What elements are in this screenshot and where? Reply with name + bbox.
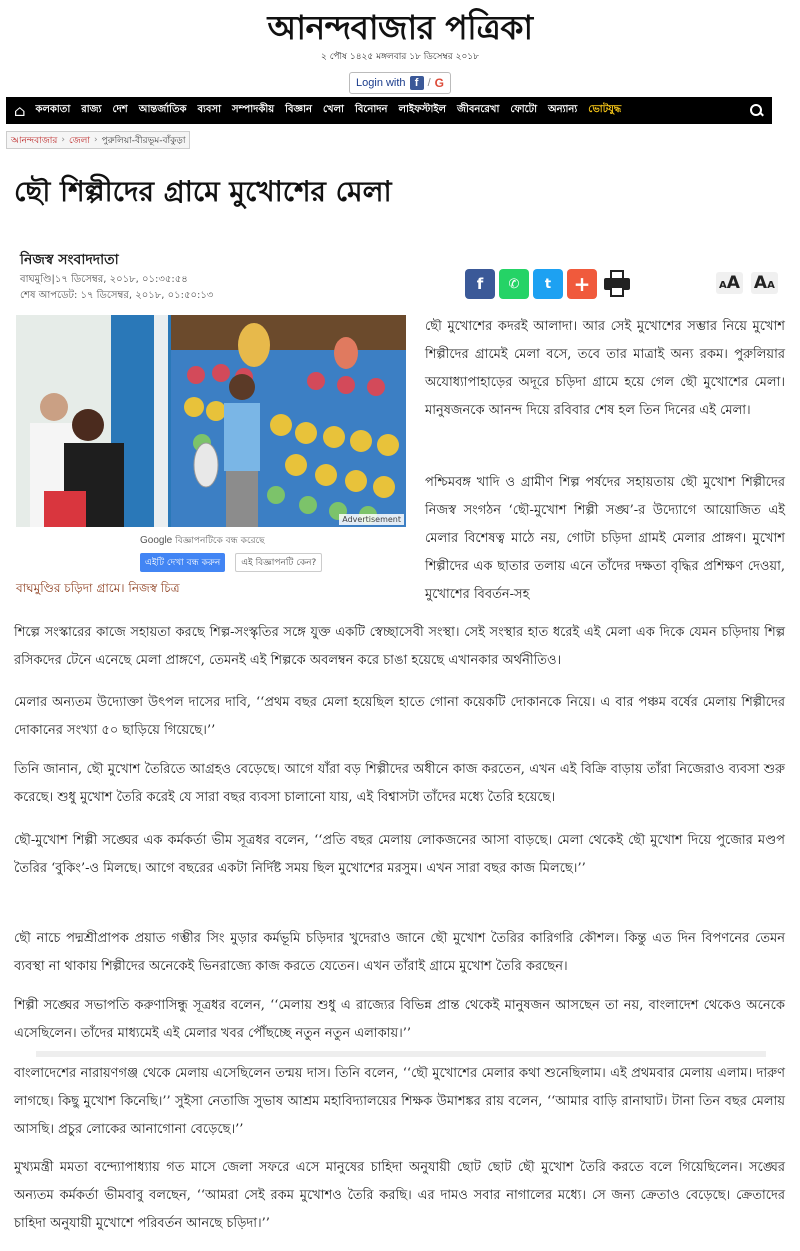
article-location-date: বাঘমুণ্ডি|১৭ ডিসেম্বর, ২০১৮, ০১:৩৫:৫৪ <box>20 274 188 285</box>
google-icon: G <box>434 76 444 90</box>
mask-stall-photo <box>16 315 406 527</box>
article-paragraph: পশ্চিমবঙ্গ খাদি ও গ্রামীণ শিল্প পর্ষদের সহায়তায় ছৌ মুখোশ শিল্পীদের নিজস্ব সংগঠন ‘ছৌ-মুখোশ শিল্পী সঙ্ঘ’-র উদ্যোগে আয়োজিত এই মেলার বিশেষত্ব মাঠে নয়, গোটা চড়িদা গ্রামই মেলার প্রাঙ্গণ। মুখোশ শিল্পীদের এক ছাতার তলায় এনে তাঁদের দক্ষতা বৃদ্ধির প্রশিক্ষণ দেওয়া, মুখোশের বিবর্তন-সহ <box>425 475 785 602</box>
article-paragraph: ছৌ মুখোশের কদরই আলাদা। আর সেই মুখোশের সম্ভার নিয়ে মুখোশ শিল্পীদের গ্রামেই মেলা বসে, তবে তার মাত্রাই অন্য রকম। পুরুলিয়ার অযোধ্যাপাহাড়ের অদূরে চড়িদা গ্রামে হয়ে গেল ছৌ মুখোশের মেলা। মানুষজনকে আনন্দ দিয়ে রবিবার শেষ হল তিন দিনের এই মেলা। <box>425 319 785 418</box>
twitter-share-icon[interactable]: t <box>533 269 563 299</box>
login-separator: / <box>427 77 431 89</box>
ad-feedback <box>140 533 400 572</box>
why-this-ad-button[interactable]: এই বিজ্ঞাপনটি কেন? <box>235 553 322 572</box>
site-logo[interactable]: আনন্দবাজার পত্রিকা <box>267 8 533 47</box>
search-icon[interactable] <box>750 104 764 118</box>
article-author: নিজস্ব সংবাদদাতা <box>20 252 119 268</box>
nav-item-international[interactable]: আন্তর্জাতিক <box>138 104 187 115</box>
google-label: Google <box>140 535 173 546</box>
ad-closed-note: বিজ্ঞাপনটিকে বন্ধ করেছে <box>175 536 265 546</box>
font-increase-button[interactable]: AA <box>751 272 778 294</box>
nav-item-state[interactable]: রাজ্য <box>81 104 102 115</box>
masthead <box>0 8 800 94</box>
login-button[interactable] <box>349 72 451 94</box>
article-paragraph: বাংলাদেশের নারায়ণগঞ্জ থেকে মেলায় এসেছিলেন তন্ময় দাস। তিনি বলেন, ‘‘ছৌ মুখোশের মেলার কথা শুনেছিলাম। এই প্রথমবার মেলায় এলাম। দারুণ লাগছে। কিছু মুখোশ কিনেছি।’’ সুইসা নেতাজি সুভাষ আশ্রম মহাবিদ্যালয়ের শিক্ষক উমাশঙ্কর রায় বলেন, ‘‘আমার বাড়ি রানাঘাট। টানা তিন বছর মেলায় আসছি। প্রচুর লোকের আনাগোনা বেড়েছে।’’ <box>14 1066 785 1137</box>
nav-item-election[interactable]: ভোটযুদ্ধ <box>588 104 622 115</box>
breadcrumb-region[interactable]: পুরুলিয়া-বীরভূম-বাঁকুড়া <box>101 135 186 146</box>
article-headline: ছৌ শিল্পীদের গ্রামে মুখোশের মেলা <box>14 175 392 208</box>
nav-item-sports[interactable]: খেলা <box>322 104 344 115</box>
nav-item-country[interactable]: দেশ <box>112 104 128 115</box>
font-decrease-button[interactable]: AA <box>716 272 743 294</box>
advertisement-label[interactable]: Advertisement <box>339 514 404 525</box>
article-paragraph: শিল্পী সঙ্ঘের সভাপতি করুণাসিন্ধু সূত্রধর বলেন, ‘‘মেলায় শুধু এ রাজ্যের বিভিন্ন প্রান্ত থেকেই মানুষজন আসছেন তা নয়, বাংলাদেশ থেকেও অনেকে এসেছিলেন। তাঁদের মাধ্যমেই এই মেলার খবর পৌঁছচ্ছে নতুন নতুন এলাকায়।’’ <box>14 998 785 1041</box>
nav-item-business[interactable]: ব্যবসা <box>197 104 222 115</box>
article-paragraph: ছৌ-মুখোশ শিল্পী সঙ্ঘের এক কর্মকর্তা ভীম সূত্রধর বলেন, ‘‘প্রতি বছর মেলায় লোকজনের আসা বাড়ছে। মেলা থেকেই ছৌ মুখোশ দিয়ে পুজোর মণ্ডপ তৈরির ‘বুকিং’-ও মিলছে। আগে বছরের একটা নির্দিষ্ট সময় ছিল মুখোশের মরসুম। এখন সারা বছর কাজ মিলছে।’’ <box>14 833 785 876</box>
article-paragraph: ছৌ নাচে পদ্মশ্রীপ্রাপক প্রয়াত গম্ভীর সিং মুড়ার কর্মভূমি চড়িদার খুদেরাও জানে ছৌ মুখোশ তৈরির কারিগরি কৌশল। কিন্তু এত দিন বিপণনের তেমন ব্যবস্থা না থাকায় শিল্পীদের অনেকেই ভিনরাজ্যে কাজ করতে যেতেন। এখন তাঁরাই গ্রামে মুখোশ তৈরি করছেন। <box>14 931 785 974</box>
article-paragraph: মেলার অন্যতম উদ্যোক্তা উৎপল দাসের দাবি, ‘‘প্রথম বছর মেলা হয়েছিল হাতে গোনা কয়েকটি দোকানকে নিয়ে। এ বার পঞ্চম বর্ষের মেলায় শিল্পীদের দোকানের সংখ্যা ৫০ ছাড়িয়ে গিয়েছে।’’ <box>14 695 785 738</box>
article-paragraph: মুখ্যমন্ত্রী মমতা বন্দ্যোপাধ্যায় গত মাসে জেলা সফরে এসে মানুষের চাহিদা অনুযায়ী ছোট ছোট ছৌ মুখোশ তৈরি করতে বলে গিয়েছিলেন। সঙ্ঘের অন্যতম কর্মকর্তা ভীমবাবু বলছেন, ‘‘আমরা সেই রকম মুখোশও তৈরি করছি। এর দামও সবার নাগালের মধ্যে। সে জন্য ক্রেতাও বেড়েছে। ক্রেতাদের চাহিদা অনুযায়ী মুখোশে পরিবর্তন আনছে চড়িদা।’’ <box>14 1160 785 1231</box>
nav-item-jibanrekha[interactable]: জীবনরেখা <box>457 104 500 115</box>
nav-item-others[interactable]: অন্যান্য <box>547 104 578 115</box>
nav-item-lifestyle[interactable]: লাইফস্টাইল <box>398 104 447 115</box>
stop-seeing-ad-button[interactable]: এইটি দেখা বন্ধ করুন <box>140 553 225 572</box>
nav-item-kolkata[interactable]: কলকাতা <box>35 104 71 115</box>
nav-item-entertainment[interactable]: বিনোদন <box>354 104 388 115</box>
share-bar <box>465 269 597 299</box>
font-increase-label: A <box>753 273 768 293</box>
article-paragraph: তিনি জানান, ছৌ মুখোশ তৈরিতে আগ্রহও বেড়েছে। আগে যাঁরা বড় শিল্পীদের অধীনে কাজ করতেন, এখন এই বিক্রি বাড়ায় তাঁরা নিজেরাও ব্যবসা শুরু করেছে। শুধু মুখোশ তৈরি করেই যে সারা বছর ব্যবসা চালানো যায়, এই বিশ্বাসটা তাঁদের মধ্যে তৈরি হয়েছে। <box>14 762 785 805</box>
home-icon[interactable]: ⌂ <box>14 101 26 120</box>
masthead-date: ২ পৌষ ১৪২৫ মঙ্গলবার ১৮ ডিসেম্বর ২০১৮ <box>320 52 479 62</box>
login-label: Login with <box>356 77 406 89</box>
breadcrumb-separator: › <box>61 135 65 145</box>
breadcrumb <box>6 131 190 149</box>
facebook-icon: f <box>410 76 424 90</box>
main-nav <box>6 97 772 124</box>
nav-item-editorial[interactable]: সম্পাদকীয় <box>232 104 275 115</box>
font-decrease-label: A <box>726 273 740 293</box>
breadcrumb-separator: › <box>93 135 98 145</box>
facebook-share-icon[interactable]: f <box>465 269 495 299</box>
photo-caption: বাঘমুণ্ডির চড়িদা গ্রামে। নিজস্ব চিত্র <box>16 581 180 595</box>
article-updated: শেষ আপডেট: ১৭ ডিসেম্বর, ২০১৮, ০১:৫০:১৩ <box>20 290 214 301</box>
article-photo <box>16 315 406 527</box>
whatsapp-share-icon[interactable]: ✆ <box>499 269 529 299</box>
breadcrumb-home[interactable]: আনন্দবাজার <box>11 135 58 146</box>
more-share-icon[interactable]: + <box>567 269 597 299</box>
breadcrumb-district[interactable]: জেলা <box>68 135 90 146</box>
print-icon[interactable] <box>602 270 632 298</box>
nav-item-photo[interactable]: ফোটো <box>510 104 537 115</box>
article-paragraph: শিল্পে সংস্কারের কাজে সহায়তা করছে শিল্প-সংস্কৃতির সঙ্গে যুক্ত একটি স্বেচ্ছাসেবী সংস্থা। সেই সংস্থার হাত ধরেই এই মেলা এক দিকে যেমন চড়িদায় শিল্প রসিকদের টেনে এনেছে মেলা প্রাঙ্গণে, তেমনই এই শিল্পকে অবলম্বন করে চাঙা হয়েছে এখানকার অর্থনীতিও। <box>14 625 785 668</box>
nav-item-science[interactable]: বিজ্ঞান <box>285 104 312 115</box>
font-size-controls <box>716 272 778 294</box>
section-divider <box>36 1051 766 1057</box>
